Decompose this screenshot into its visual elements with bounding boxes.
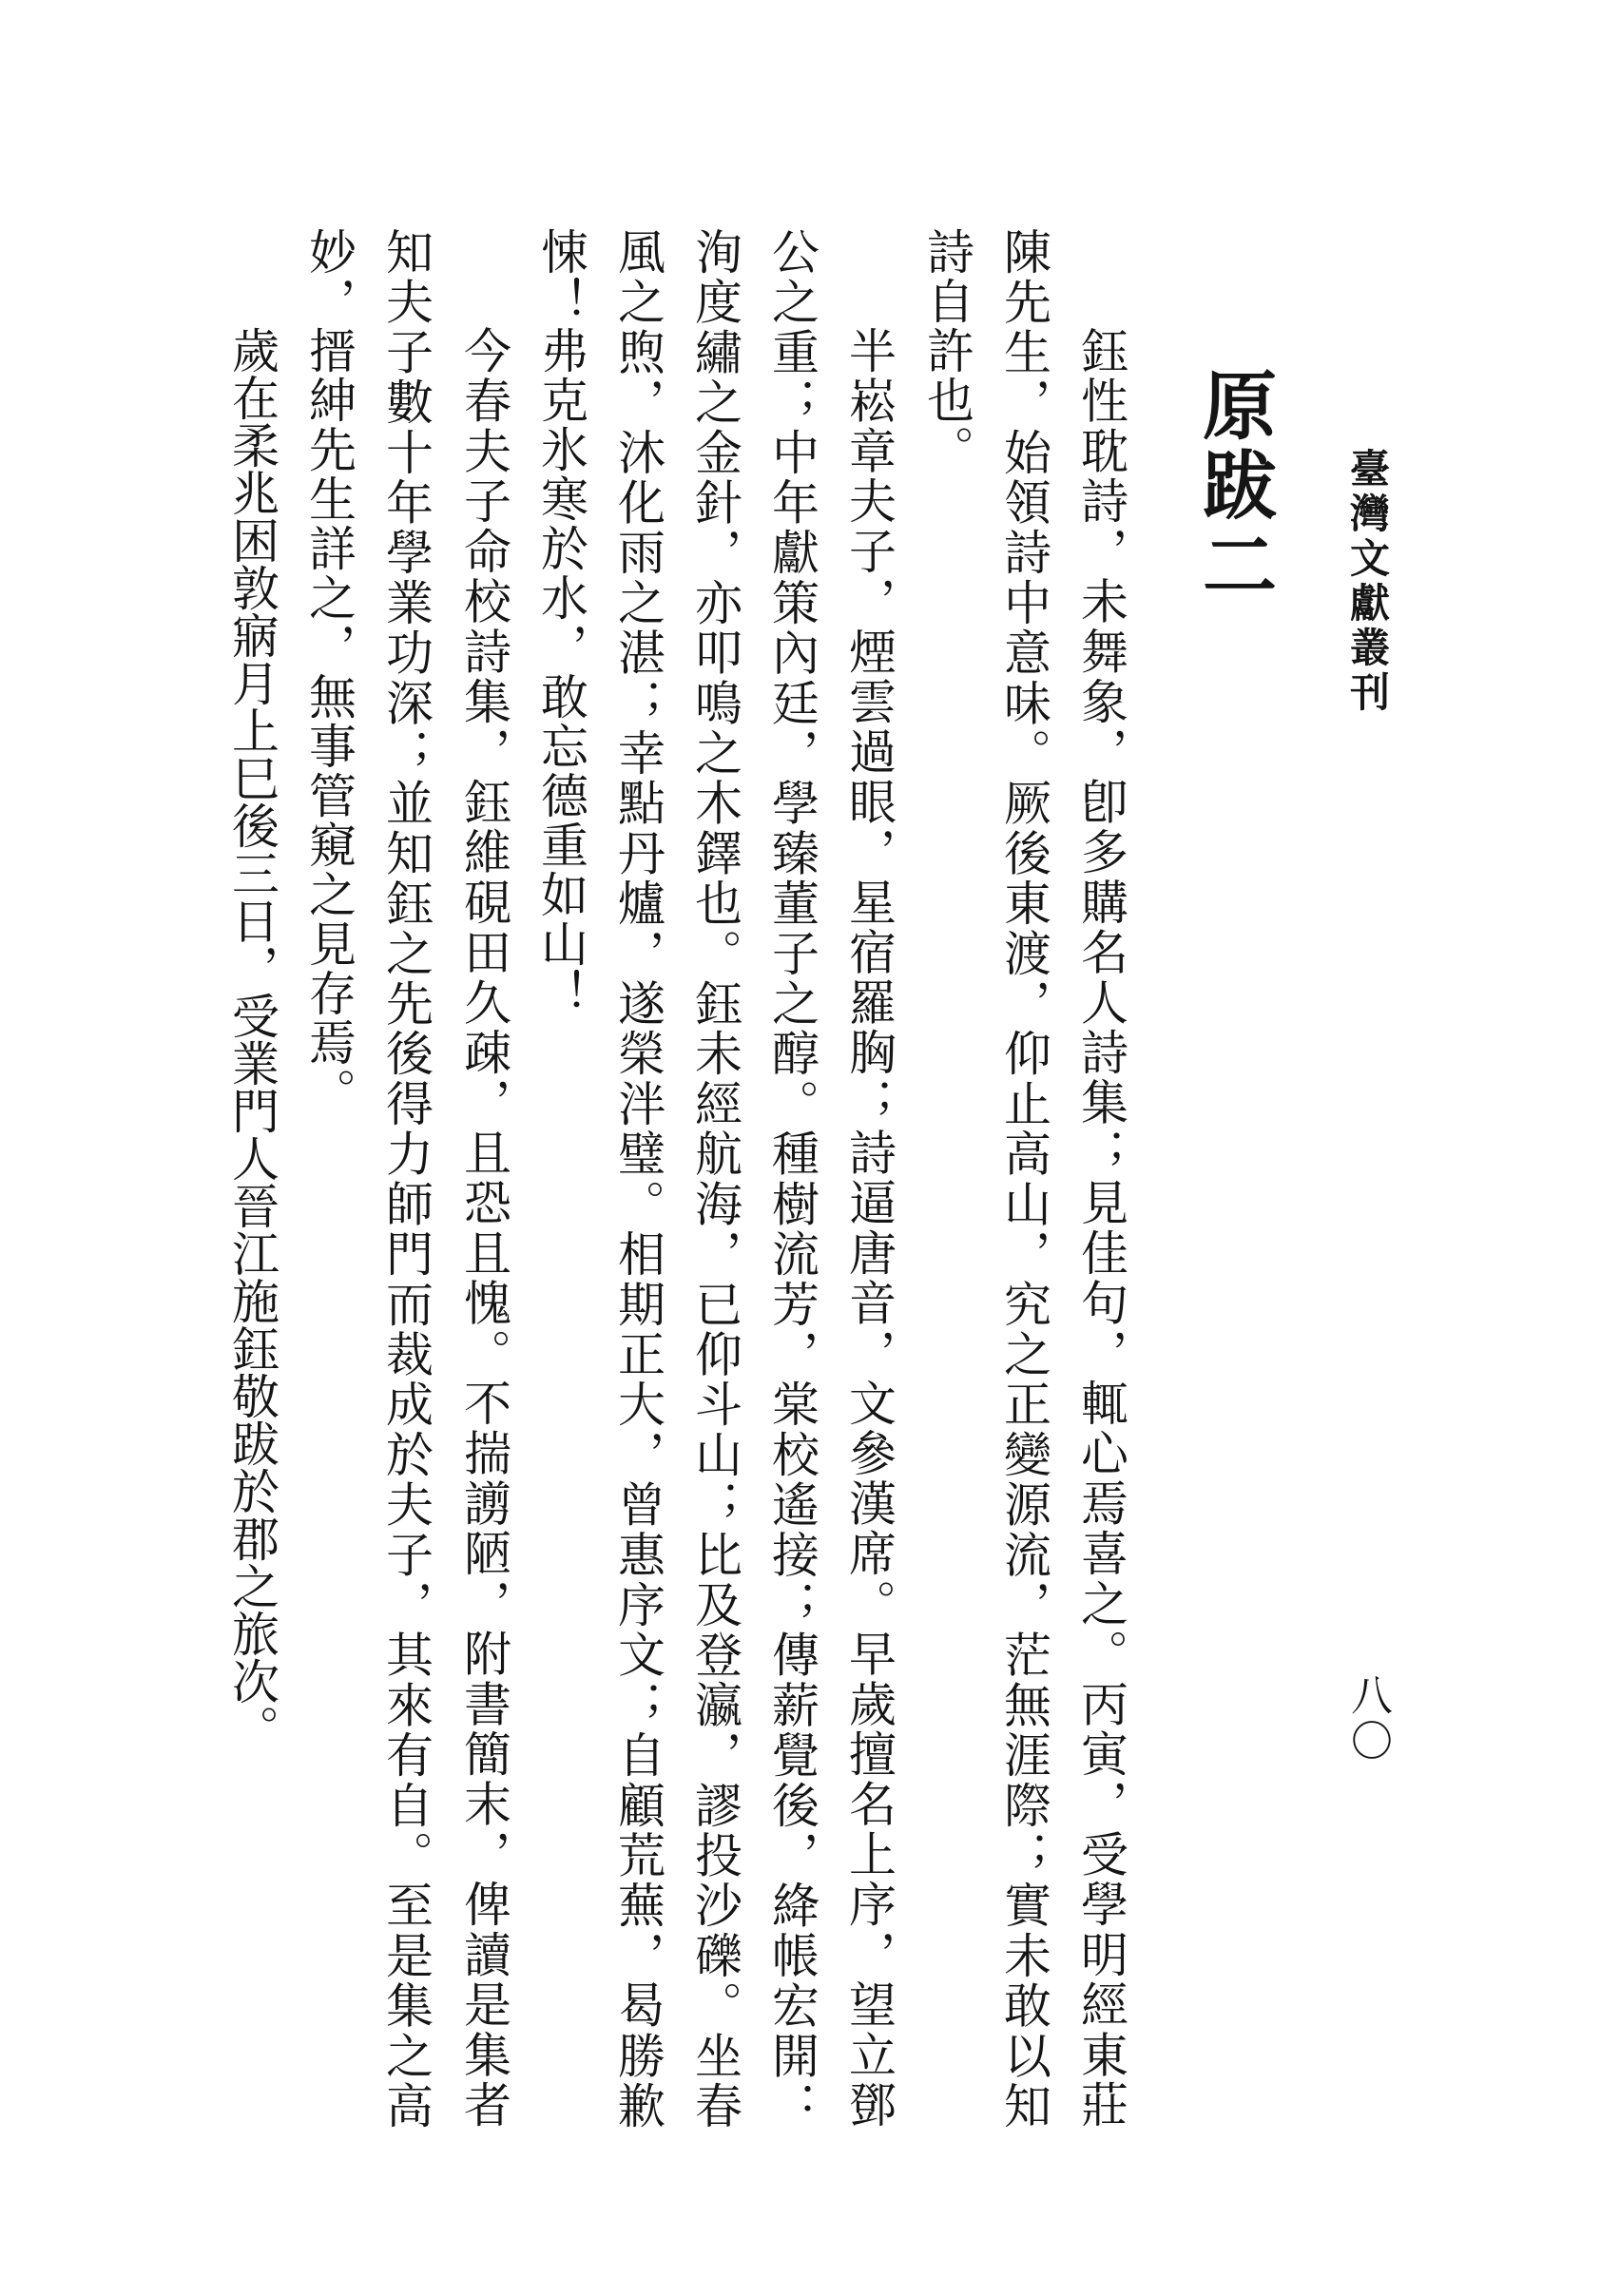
text-column: 今春夫子命校詩集，鈺維硯田久疎，且恐且愧。不揣謭陋，附書簡末，俾讀是集者 bbox=[456, 326, 511, 2128]
text-column: 洵度繡之金針，亦叩鳴之木鐸也。鈺未經航海，已仰斗山；比及登瀛，謬投沙礫。坐春 bbox=[687, 227, 742, 2129]
page-number: 八〇 bbox=[1343, 1673, 1392, 1765]
text-column: 詩自許也。 bbox=[919, 227, 974, 474]
text-column: 半崧章夫子，煙雲過眼，星宿羅胸；詩逼唐音，文參漢席。早歲擅名上序，望立鄧 bbox=[841, 326, 897, 2128]
text-column: 悚！弗克氷寒於水，敢忘德重如山！ bbox=[533, 227, 588, 1018]
text-column: 鈺性耽詩，未舞象，卽多購名人詩集；見佳句，輒心焉喜之。丙寅，受學明經東莊 bbox=[1073, 326, 1128, 2128]
text-column: 公之重；中年獻策內廷，學臻董子之醇。種樹流芳，棠校遙接；傳薪覺後，絳帳宏開： bbox=[764, 227, 820, 2129]
page-title: 原跋二 bbox=[1190, 367, 1277, 607]
text-column: 陳先生，始領詩中意味。厥後東渡，仰止高山，究之正變源流，茫無涯際；實未敢以知 bbox=[996, 227, 1051, 2129]
signature-column: 歲在柔兆困敦寎月上巳後三日，受業門人晉江施鈺敬跋於郡之旅次。 bbox=[224, 326, 280, 1752]
text-column: 風之煦，沐化雨之湛；幸點丹爐，遂榮泮璧。相期正大，曾惠序文；自顧荒蕪，曷勝歉 bbox=[610, 227, 665, 2129]
series-title: 臺灣文獻叢刊 bbox=[1344, 448, 1391, 716]
text-column: 妙，搢紳先生詳之，無事管窺之見存焉。 bbox=[301, 227, 357, 1117]
text-column: 知夫子數十年學業功深；並知鈺之先後得力師門而裁成於夫子，其來有自。至是集之高 bbox=[378, 227, 434, 2129]
